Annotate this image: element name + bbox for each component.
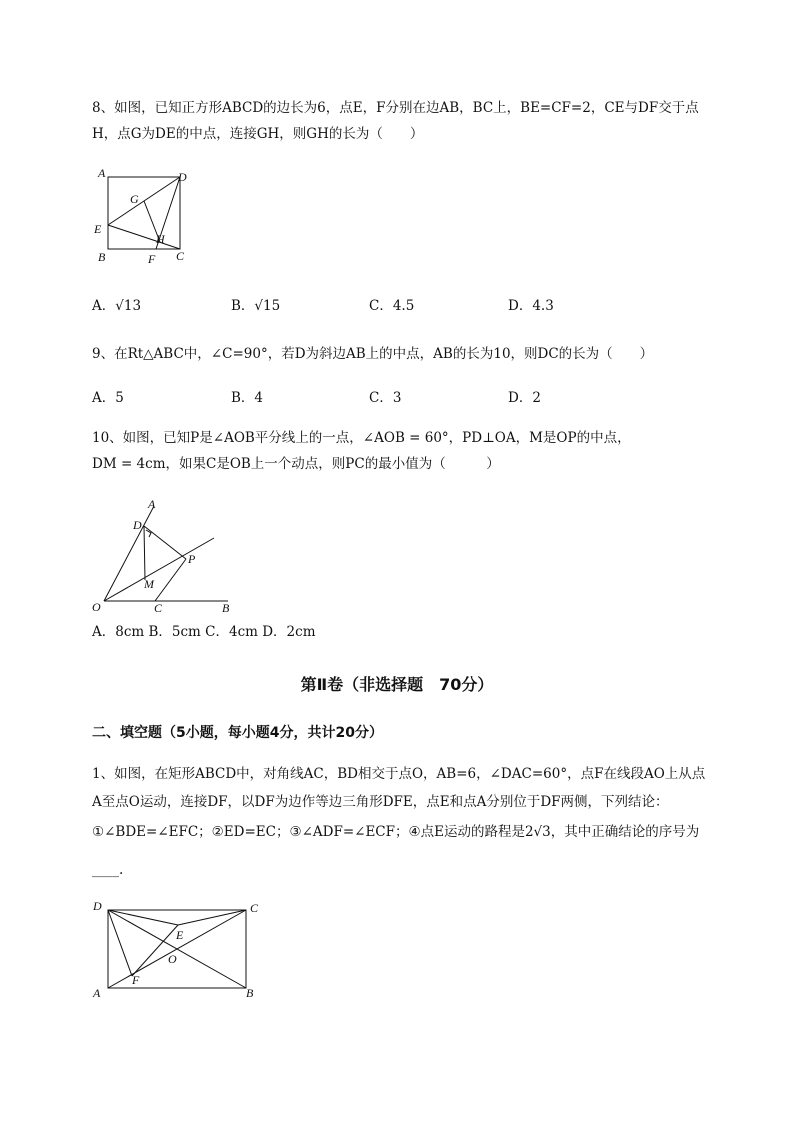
q9-option-b: B．4 xyxy=(231,390,264,406)
q8-text-line1: 8、如图，已知正方形ABCD的边长为6，点E，F分别在边AB，BC上，BE=CF=2，CE与DF交于点 xyxy=(92,100,699,116)
q8-option-a: A．√13 xyxy=(92,298,142,314)
q10-label-p: P xyxy=(188,552,196,566)
q8-option-d: D．4.3 xyxy=(508,298,554,314)
q10-label-d: D xyxy=(133,518,142,532)
q10-label-c: C xyxy=(154,601,163,615)
q10-label-o: O xyxy=(92,600,101,614)
q10-label-a: A xyxy=(148,497,156,511)
q10-angle-figure xyxy=(88,496,248,618)
f1-text-line4: ____. xyxy=(92,862,124,878)
q9-option-d: D．2 xyxy=(508,390,541,406)
q8-square-figure xyxy=(88,165,198,270)
q8-text-line2: H，点G为DE的中点，连接GH，则GH的长为（ ） xyxy=(92,126,424,142)
f1-text-line3: ①∠BDE=∠EFC；②ED=EC；③∠ADF=∠ECF；④点E运动的路程是2√3，其中正确结论的序号为 xyxy=(92,824,700,840)
q8-option-b: B．√15 xyxy=(231,298,281,314)
f1-rectangle-figure xyxy=(88,894,268,1004)
q10-label-b: B xyxy=(222,601,230,615)
f1-label-a: A xyxy=(93,986,101,1000)
q8-label-e: E xyxy=(94,222,102,236)
f1-text-line1: 1、如图，在矩形ABCD中，对角线AC，BD相交于点O，AB=6，∠DAC=60°，点F在线段AO上从点 xyxy=(92,766,706,782)
f1-label-c: C xyxy=(250,901,259,915)
f1-label-f: F xyxy=(132,973,140,987)
q9-option-a: A．5 xyxy=(92,390,124,406)
q9-option-c: C．3 xyxy=(369,390,402,406)
q8-label-c: C xyxy=(176,249,185,263)
part2-title: 第Ⅱ卷（非选择题 70分） xyxy=(300,675,494,694)
q8-label-a: A xyxy=(98,166,106,180)
q10-text-line2: DM = 4cm，如果C是OB上一个动点，则PC的最小值为（ ） xyxy=(92,456,500,472)
q10-text-line1: 10、如图，已知P是∠AOB平分线上的一点，∠AOB = 60°，PD⊥OA，M是OP的中点， xyxy=(92,430,631,446)
q8-label-g: G xyxy=(130,192,139,206)
f1-text-line2: A至点O运动，连接DF，以DF为边作等边三角形DFE，点E和点A分别位于DF两侧，下列结论： xyxy=(92,794,669,810)
q10-label-m: M xyxy=(144,577,154,591)
q8-label-d: D xyxy=(178,170,187,184)
q8-label-f: F xyxy=(148,252,156,266)
f1-label-d: D xyxy=(93,899,102,913)
f1-label-e: E xyxy=(176,928,184,942)
f1-label-b: B xyxy=(246,986,254,1000)
q8-label-b: B xyxy=(98,250,106,264)
q8-label-h: H xyxy=(156,232,165,246)
f1-label-o: O xyxy=(168,952,177,966)
q8-option-c: C．4.5 xyxy=(369,298,415,314)
q10-options: A．8cm B．5cm C．4cm D．2cm xyxy=(92,624,316,640)
q9-text-line1: 9、在Rt△ABC中，∠C=90°，若D为斜边AB上的中点，AB的长为10，则DC的长为（ ） xyxy=(92,346,654,362)
section2-title: 二、填空题（5小题，每小题4分，共计20分） xyxy=(92,725,383,741)
